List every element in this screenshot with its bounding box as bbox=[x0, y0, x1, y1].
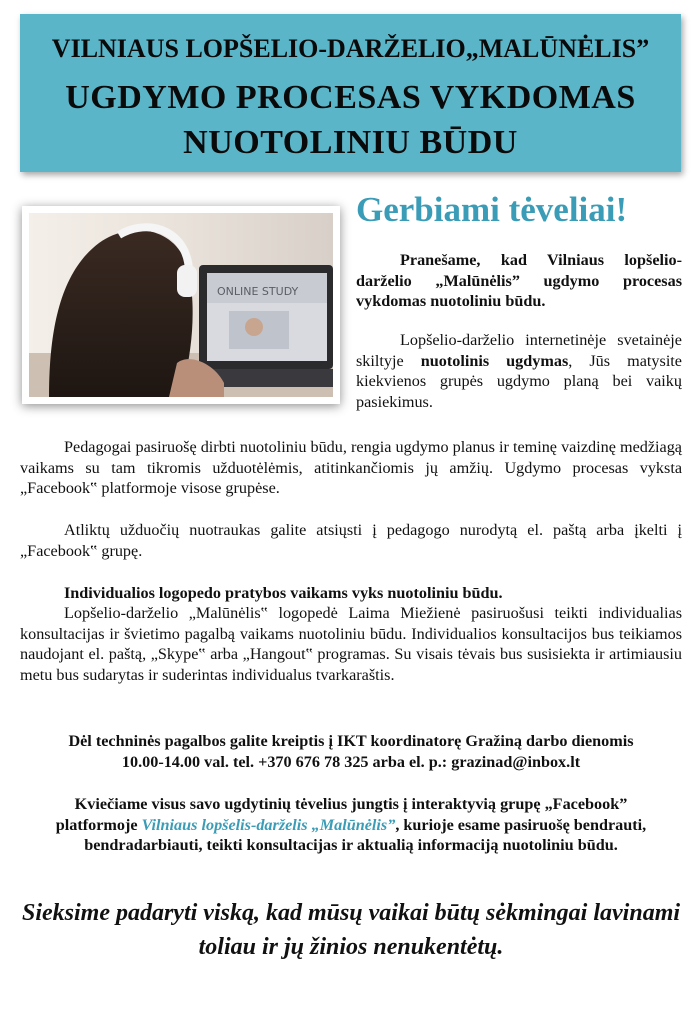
girl-laptop-illustration bbox=[29, 213, 333, 397]
screen-caption: ONLINE STUDY bbox=[217, 285, 299, 298]
tech-support-line1: Dėl techninės pagalbos galite kreiptis į IKT koordinatorę Gražiną darbo dienomis bbox=[68, 732, 634, 750]
banner-headline-line1: UGDYMO PROCESAS VYKDOMAS bbox=[65, 79, 636, 116]
banner-kindergarten-name: VILNIAUS LOPŠELIO-DARŽELIO„MALŪNĖLIS” bbox=[51, 34, 650, 63]
tech-support-line2: 10.00-14.00 val. tel. +370 676 78 325 arba el. p.: grazinad@inbox.lt bbox=[121, 753, 581, 771]
greeting-heading: Gerbiami tėveliai! bbox=[356, 190, 628, 229]
facebook-invite-paragraph: Kviečiame visus savo ugdytinių tėvelius jungtis į interaktyvią grupę „Facebook” platformoje Vilniaus lopšelis-darželis „Malūnėlis”, kurioje esame pasiruošę bendrauti, bendradarbiauti, teikti konsultacijas ir aktualią informaciją nuotoliniu būdu. bbox=[55, 795, 647, 854]
facebook-group-link[interactable]: Vilniaus lopšelis-darželis „Malūnėlis” bbox=[141, 815, 396, 834]
title-banner bbox=[20, 14, 681, 172]
speech-therapy-paragraph: Lopšelio-darželio „Malūnėlis‟ logopedė Laima Miežienė pasiruošusi teikti individualias konsultacijas ir švietimo pagalbą vaikams nuotoliniu būdu. Individualios konsultacijos bus teikiamos naudojant el. paštą, „Skype‟ arba „Hangout‟ programas. Su visais tėvais bus susisiekta ir artimiausiu metu bus sudarytas ir suderintas individualus tvarkaraštis. bbox=[20, 604, 682, 684]
website-paragraph: Lopšelio-darželio internetinėje svetainėje skiltyje nuotolinis ugdymas, Jūs matysite kiekvienos grupės ugdymo planą bei vaikų pasiekimus. bbox=[356, 331, 682, 411]
online-study-photo bbox=[22, 206, 340, 404]
announcement-paragraph: Pranešame, kad Vilniaus lopšelio-darželio „Malūnėlis” ugdymo procesas vykdomas nuotoliniu būdu. bbox=[356, 251, 682, 310]
teachers-paragraph: Pedagogai pasiruošę dirbti nuotoliniu būdu, rengia ugdymo planus ir teminę vaizdinę medžiagą vaikams su tam tikromis užduotėlėmis, atitinkančiomis jų amžių. Ugdymo procesas vyksta „Facebook‟ platformoje visose grupėse. bbox=[20, 438, 682, 497]
banner-headline-line2: NUOTOLINIU BŪDU bbox=[183, 124, 518, 161]
website-section-name: nuotolinis ugdymas bbox=[420, 351, 569, 370]
photos-paragraph: Atliktų užduočių nuotraukas galite atsiųsti į pedagogo nurodytą el. paštą arba įkelti į „Facebook‟ grupę. bbox=[20, 521, 682, 560]
closing-statement: Sieksime padaryti viską, kad mūsų vaikai būtų sėkmingai lavinami toliau ir jų žinios nenukentėtų. bbox=[21, 900, 681, 960]
speech-therapy-heading: Individualios logopedo pratybos vaikams vyks nuotoliniu būdu. bbox=[64, 584, 503, 602]
